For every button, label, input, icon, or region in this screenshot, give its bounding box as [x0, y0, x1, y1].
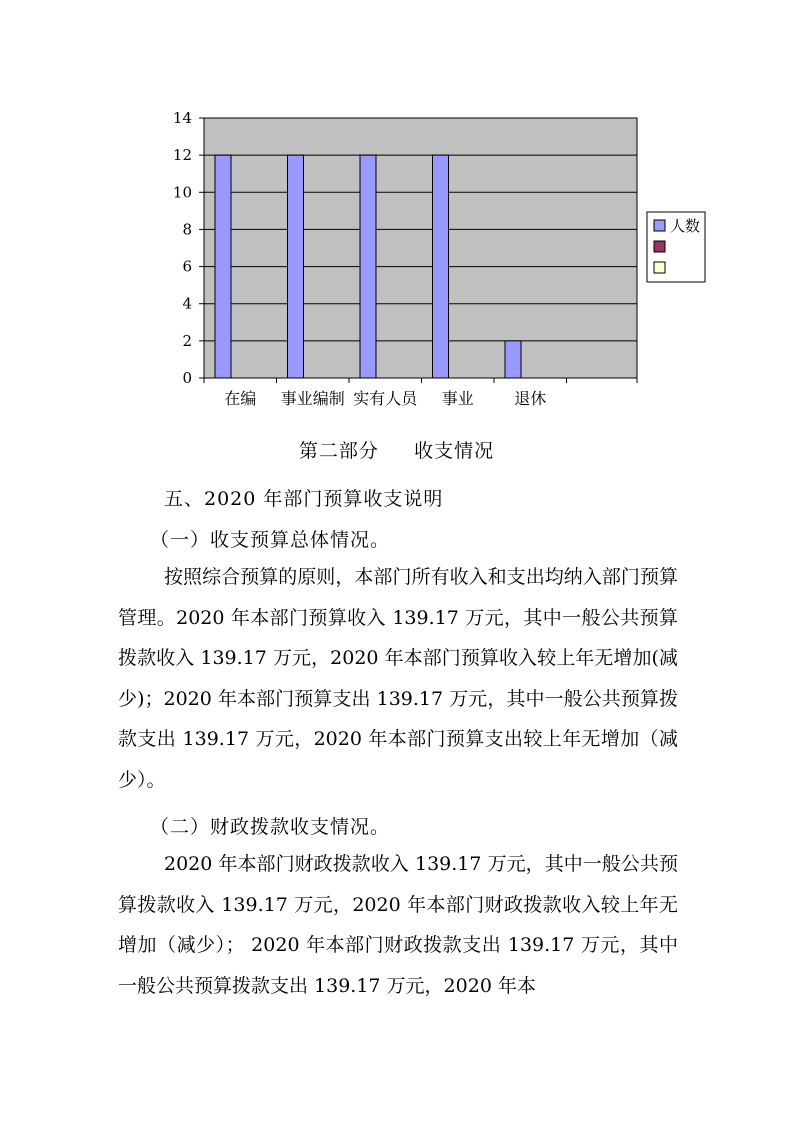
- y-tick-label: 6: [182, 257, 192, 276]
- x-tick-label: 退休: [514, 389, 547, 408]
- bar: [433, 155, 449, 378]
- bar: [505, 341, 521, 378]
- legend-label: 人数: [670, 217, 701, 235]
- y-tick-label: 8: [182, 220, 192, 239]
- paragraph-fiscal-text: 2020 年本部门财政拨款收入 139.17 万元，其中一般公共预算拨款收入 139.17 万元，2020 年本部门财政拨款收入较上年无增加（减少）； 2020 年本部门财政拨款支出 139.17 万元，其中一般公共预算拨款支出 139.17 万元，2020 年本: [118, 853, 678, 997]
- y-tick-label: 12: [172, 146, 192, 165]
- legend-swatch: [654, 262, 665, 273]
- plot-area: [204, 118, 637, 378]
- subheading-overall: （一）收支预算总体情况。: [150, 529, 391, 551]
- x-tick-label: 实有人员: [353, 389, 418, 408]
- section-title: 第二部分 收支情况: [298, 440, 495, 462]
- legend-swatch: [654, 220, 665, 231]
- paragraph-overall: [118, 557, 678, 800]
- y-tick-label: 2: [182, 331, 192, 350]
- y-tick-label: 0: [182, 369, 192, 387]
- paragraph-fiscal: [118, 844, 678, 1006]
- heading-budget-explanation: 五、2020 年部门预算收支说明: [164, 488, 444, 510]
- x-tick-label: 事业编制: [280, 389, 345, 408]
- bar: [360, 155, 376, 378]
- subheading-fiscal: （二）财政拨款收支情况。: [150, 816, 391, 838]
- bar: [288, 155, 304, 378]
- paragraph-overall-text: 按照综合预算的原则，本部门所有收入和支出均纳入部门预算管理。2020 年本部门预算收入 139.17 万元，其中一般公共预算拨款收入 139.17 万元，2020 年本部门预算收入较上年无增加(减少)；2020 年本部门预算支出 139.17 万元，其中一般公共预算拨款支出 139.17 万元，2020 年本部门预算支出较上年无增加（减少）。: [118, 566, 678, 791]
- y-tick-label: 14: [172, 109, 192, 127]
- bar: [215, 155, 231, 378]
- chart-legend: [647, 212, 705, 282]
- y-tick-label: 10: [172, 183, 192, 202]
- x-tick-label: 事业: [441, 389, 474, 408]
- staff-bar-chart: [0, 0, 793, 420]
- y-tick-label: 4: [182, 294, 192, 313]
- legend-swatch: [654, 241, 665, 252]
- x-tick-label: 在编: [224, 389, 257, 408]
